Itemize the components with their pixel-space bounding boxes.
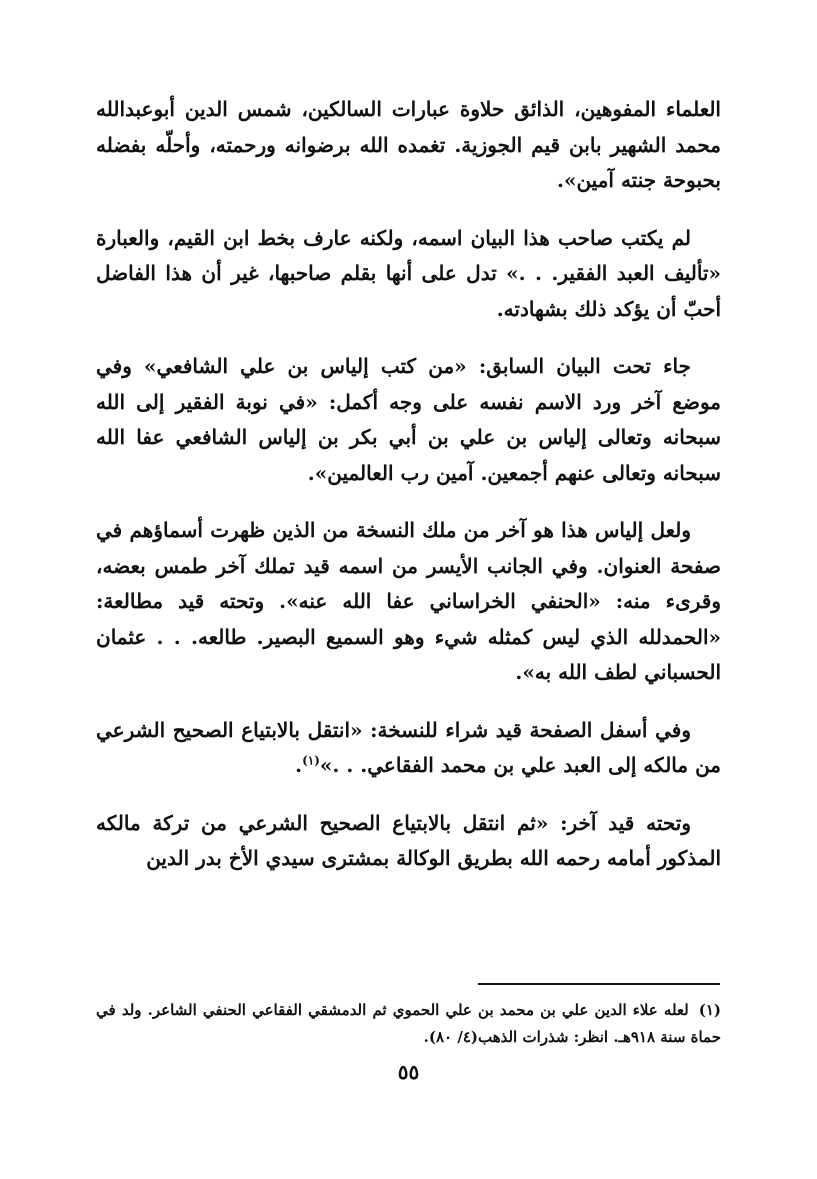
footnote-reference: (١) (302, 753, 320, 768)
footnote-divider (478, 983, 720, 985)
footnote (96, 997, 721, 1051)
footnote-text: لعله علاء الدين علي بن محمد بن علي الحموي ثم الدمشقي الفقاعي الحنفي الشاعر. ولد في حماة سنة ٩١٨هـ. انظر: شذرات الذهب(٤/ ٨٠). (96, 1001, 721, 1046)
paragraph-5: وفي أسفل الصفحة قيد شراء للنسخة: «انتقل بالابتياع الصحيح الشرعي من مالكه إلى العبد علي بن محمد الفقاعي. . .»$^{(١)}$. (96, 717, 721, 777)
paragraph-6: وتحته قيد آخر: «ثم انتقل بالابتياع الصحيح الشرعي من تركة مالكه المذكور أمامه رحمه الله بطريق الوكالة بمشترى سيدي الأخ بدر الدين (96, 810, 721, 870)
footnote-marker: (١) (698, 1001, 721, 1019)
main-text (96, 92, 721, 877)
paragraph-4: ولعل إلياس هذا هو آخر من ملك النسخة من الذين ظهرت أسماؤهم في صفحة العنوان. وفي الجانب الأيسر من اسمه قيد تملك آخر طمس بعضه، وقرىء منه: «الحنفي الخراساني عفا الله عنه». وتحته قيد مطالعة: «الحمدلله الذي ليس كمثله شيء وهو السميع البصير. طالعه. . . عثمان الحسباني لطف الله به». (96, 518, 721, 684)
paragraph-2: لم يكتب صاحب هذا البيان اسمه، ولكنه عارف بخط ابن القيم، والعبارة «تأليف العبد الفقير. . .» تدل على أنها بقلم صاحبها، غير أن هذا الفاضل أحبّ أن يؤكد ذلك بشهادته. (96, 225, 721, 321)
paragraph-1: العلماء المفوهين، الذائق حلاوة عبارات السالكين، شمس الدين أبوعبدالله محمد الشهير بابن قيم الجوزية. تغمده الله برضوانه ورحمته، وأحلّه بفضله بحبوحة جنته آمين». (96, 97, 721, 192)
paragraph-5-text: وفي أسفل الصفحة قيد شراء للنسخة: «انتقل بالابتياع الصحيح الشرعي من مالكه إلى العبد علي بن محمد الفقاعي. . .» (96, 717, 721, 777)
paragraph-3: جاء تحت البيان السابق: «من كتب إلياس بن علي الشافعي» وفي موضع آخر ورد الاسم نفسه على وجه أكمل: «في نوبة الفقير إلى الله سبحانه وتعالى إلياس بن علي بن أبي بكر بن إلياس الشافعي عفا الله سبحانه وتعالى عنهم أجمعين. آمين رب العالمين». (96, 354, 721, 485)
page-number: ٥٥ (397, 1060, 420, 1084)
